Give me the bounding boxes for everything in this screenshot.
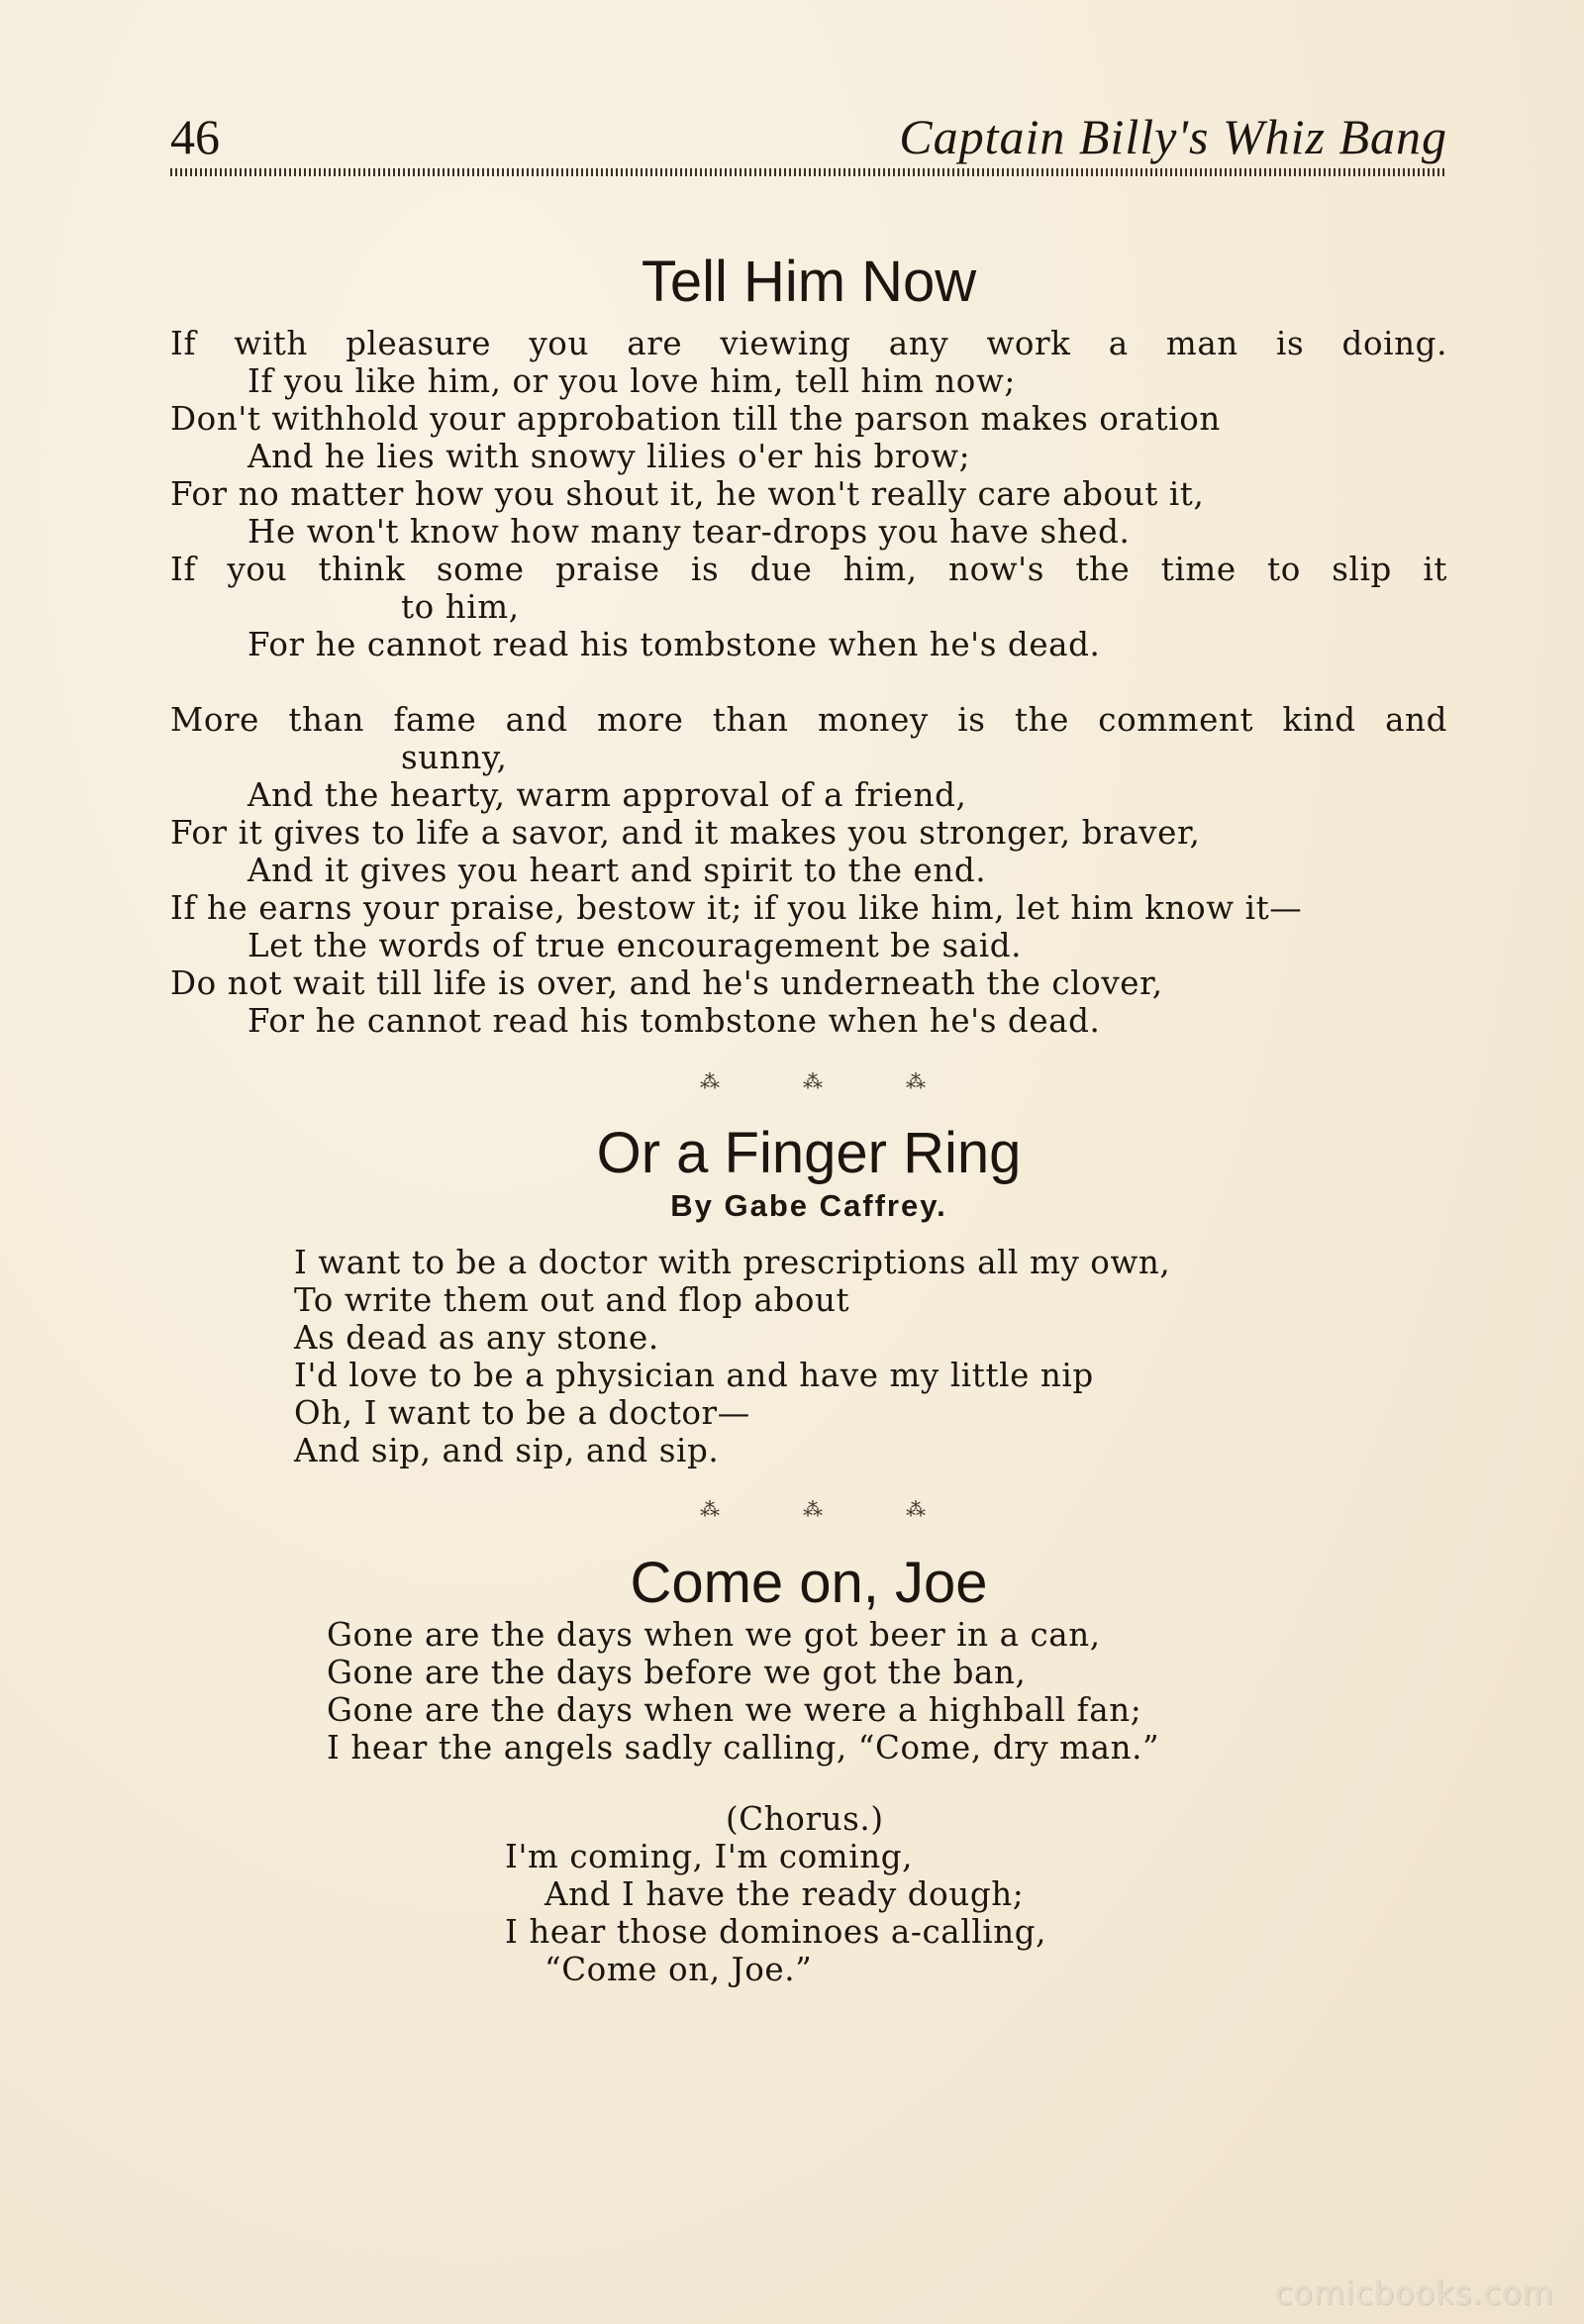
poem-line: More than fame and more than money is the comment kind and xyxy=(170,701,1447,739)
poem-line: Let the words of true encouragement be said. xyxy=(248,927,1023,964)
poem-line: Gone are the days before we got the ban, xyxy=(327,1654,1027,1691)
poem-line: to him, xyxy=(401,588,520,626)
poem-line: I want to be a doctor with prescriptions all my own, xyxy=(294,1244,1171,1281)
poem-line: And sip, and sip, and sip. xyxy=(294,1432,720,1469)
section-separator xyxy=(0,1497,1584,1521)
chorus-line: I hear those dominoes a-calling, xyxy=(505,1913,1047,1951)
chorus-line: I'm coming, I'm coming, xyxy=(505,1838,914,1875)
poem-line: Gone are the days when we got beer in a can, xyxy=(327,1616,1101,1654)
poem-line: And he lies with snowy lilies o'er his brow; xyxy=(248,438,971,475)
poem-line: To write them out and flop about xyxy=(294,1281,850,1319)
poem-line: If you like him, or you love him, tell him now; xyxy=(248,362,1016,400)
poem-title: Or a Finger Ring xyxy=(596,1121,1022,1185)
asterism-icon: ⁂ xyxy=(906,1069,926,1093)
asterism-icon: ⁂ xyxy=(906,1497,926,1521)
poem-line: Don't withhold your approbation till the parson makes oration xyxy=(170,400,1221,438)
poem-line: Gone are the days when we were a highball fan; xyxy=(327,1691,1142,1729)
poem-line: For he cannot read his tombstone when he's dead. xyxy=(248,626,1101,663)
running-title: Captain Billy's Whiz Bang xyxy=(899,109,1447,164)
poem-line: I hear the angels sadly calling, “Come, dry man.” xyxy=(327,1729,1160,1767)
asterism-icon: ⁂ xyxy=(803,1497,823,1521)
chorus-line: “Come on, Joe.” xyxy=(544,1951,813,1988)
section-separator xyxy=(0,1069,1584,1093)
poem-line: For no matter how you shout it, he won't really care about it, xyxy=(170,475,1205,513)
poem-line: If with pleasure you are viewing any work a man is doing. xyxy=(170,325,1447,362)
poem-line: And it gives you heart and spirit to the end. xyxy=(248,852,987,889)
poem-title: Come on, Joe xyxy=(630,1551,988,1615)
poem-line: If he earns your praise, bestow it; if you like him, let him know it— xyxy=(170,889,1303,927)
asterism-icon: ⁂ xyxy=(700,1069,720,1093)
poem-line: As dead as any stone. xyxy=(294,1319,659,1357)
poem-line: Oh, I want to be a doctor— xyxy=(294,1394,750,1432)
poem-line: He won't know how many tear-drops you have shed. xyxy=(248,513,1131,551)
asterism-icon: ⁂ xyxy=(803,1069,823,1093)
page-header xyxy=(170,107,1447,166)
asterism-icon: ⁂ xyxy=(700,1497,720,1521)
chorus-line: And I have the ready dough; xyxy=(544,1875,1025,1913)
poem-line: sunny, xyxy=(401,739,508,776)
poem-line: If you think some praise is due him, now's the time to slip it xyxy=(170,551,1447,588)
poem-line: For he cannot read his tombstone when he's dead. xyxy=(248,1002,1101,1040)
chorus-label: (Chorus.) xyxy=(726,1800,884,1838)
header-rule xyxy=(170,168,1447,176)
poem-byline: By Gabe Caffrey. xyxy=(670,1188,947,1223)
poem-line: I'd love to be a physician and have my little nip xyxy=(294,1357,1094,1394)
poem-line: For it gives to life a savor, and it makes you stronger, braver, xyxy=(170,814,1201,852)
watermark: comicbooks.com xyxy=(1274,2274,1554,2312)
page-number: 46 xyxy=(170,109,220,164)
poem-title: Tell Him Now xyxy=(641,250,977,314)
poem-line: And the hearty, warm approval of a friend, xyxy=(248,776,967,814)
poem-line: Do not wait till life is over, and he's underneath the clover, xyxy=(170,964,1163,1002)
